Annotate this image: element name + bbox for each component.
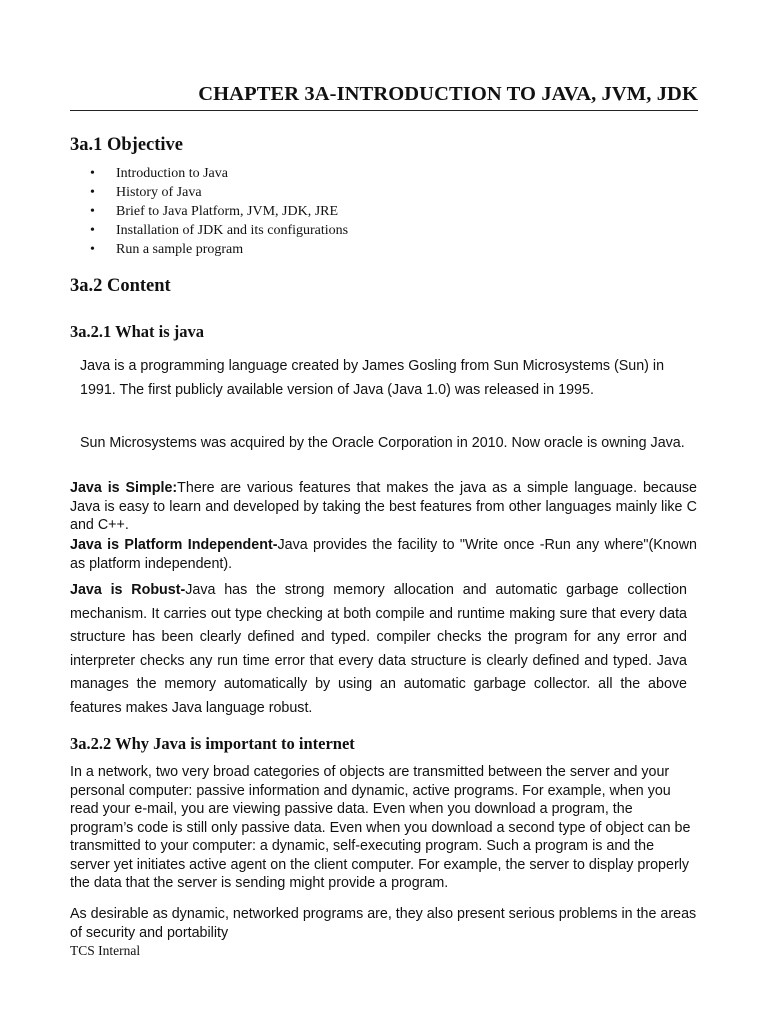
what-is-java-heading: 3a.2.1 What is java [70,322,204,341]
objective-item: • Installation of JDK and its configurations [70,221,348,240]
java-platform-paragraph [70,536,697,573]
footer-label: TCS Internal [70,943,141,958]
java-platform-text: Java provides the facility to "Write once -Run any where"(Known as platform independent). [70,537,697,572]
title-divider [70,110,698,111]
what-is-java-paragraph-2: Sun Microsystems was acquired by the Oracle Corporation in 2010. Now oracle is owning Java. [80,435,685,451]
why-java-paragraph-2: As desirable as dynamic, networked programs are, they also present serious problems in the areas of security and portability [70,906,697,941]
what-is-java-paragraph-1: Java is a programming language created by James Gosling from Sun Microsystems (Sun) in 1991. The first publicly available version of Java (Java 1.0) was released in 1995. [80,358,665,398]
objective-heading: 3a.1 Objective [70,135,184,155]
java-robust-lead: Java is Robust- [70,582,186,598]
java-platform-lead: Java is Platform Independent- [70,537,278,553]
objective-item: • Run a sample program [70,240,348,259]
objective-item: • Introduction to Java [70,164,348,183]
objective-list [70,164,348,259]
objective-item: • Brief to Java Platform, JVM, JDK, JRE [70,202,348,221]
java-simple-text: There are various features that makes the java as a simple language. because Java is easy to learn and developed by taking the best features from other languages mainly like C and C++. [70,480,697,533]
why-java-heading: 3a.2.2 Why Java is important to internet [70,734,355,753]
chapter-title: CHAPTER 3A-INTRODUCTION TO JAVA, JVM, JDK [198,83,698,105]
why-java-paragraph-1: In a network, two very broad categories of objects are transmitted between the server and your personal computer: passive information and dynamic, active programs. For example, when you read your e-mail, you are viewing passive data. Even when you download a program, the program’s code is still only passive data. Even when you download a second type of object can be transmitted to your computer: a dynamic, self-executing program. Such a program is and the server yet initiates active agent on the client computer. For example, the server to display properly the data that the server is sending might provide a program. [70,764,691,891]
content-heading: 3a.2 Content [70,276,171,296]
java-robust-paragraph [70,579,687,720]
java-simple-paragraph [70,479,697,535]
java-robust-text: Java has the strong memory allocation and automatic garbage collection mechanism. It carries out type checking at both compile and runtime making sure that every data structure has been clearly defined and typed. compiler checks the program for any error and interpreter checks any run time error that every data structure is clearly defined and typed. Java manages the memory automatically by using an automatic garbage collector. all the above features makes Java language robust. [70,582,687,716]
java-simple-lead: Java is Simple: [70,480,178,496]
objective-item: • History of Java [70,183,348,202]
